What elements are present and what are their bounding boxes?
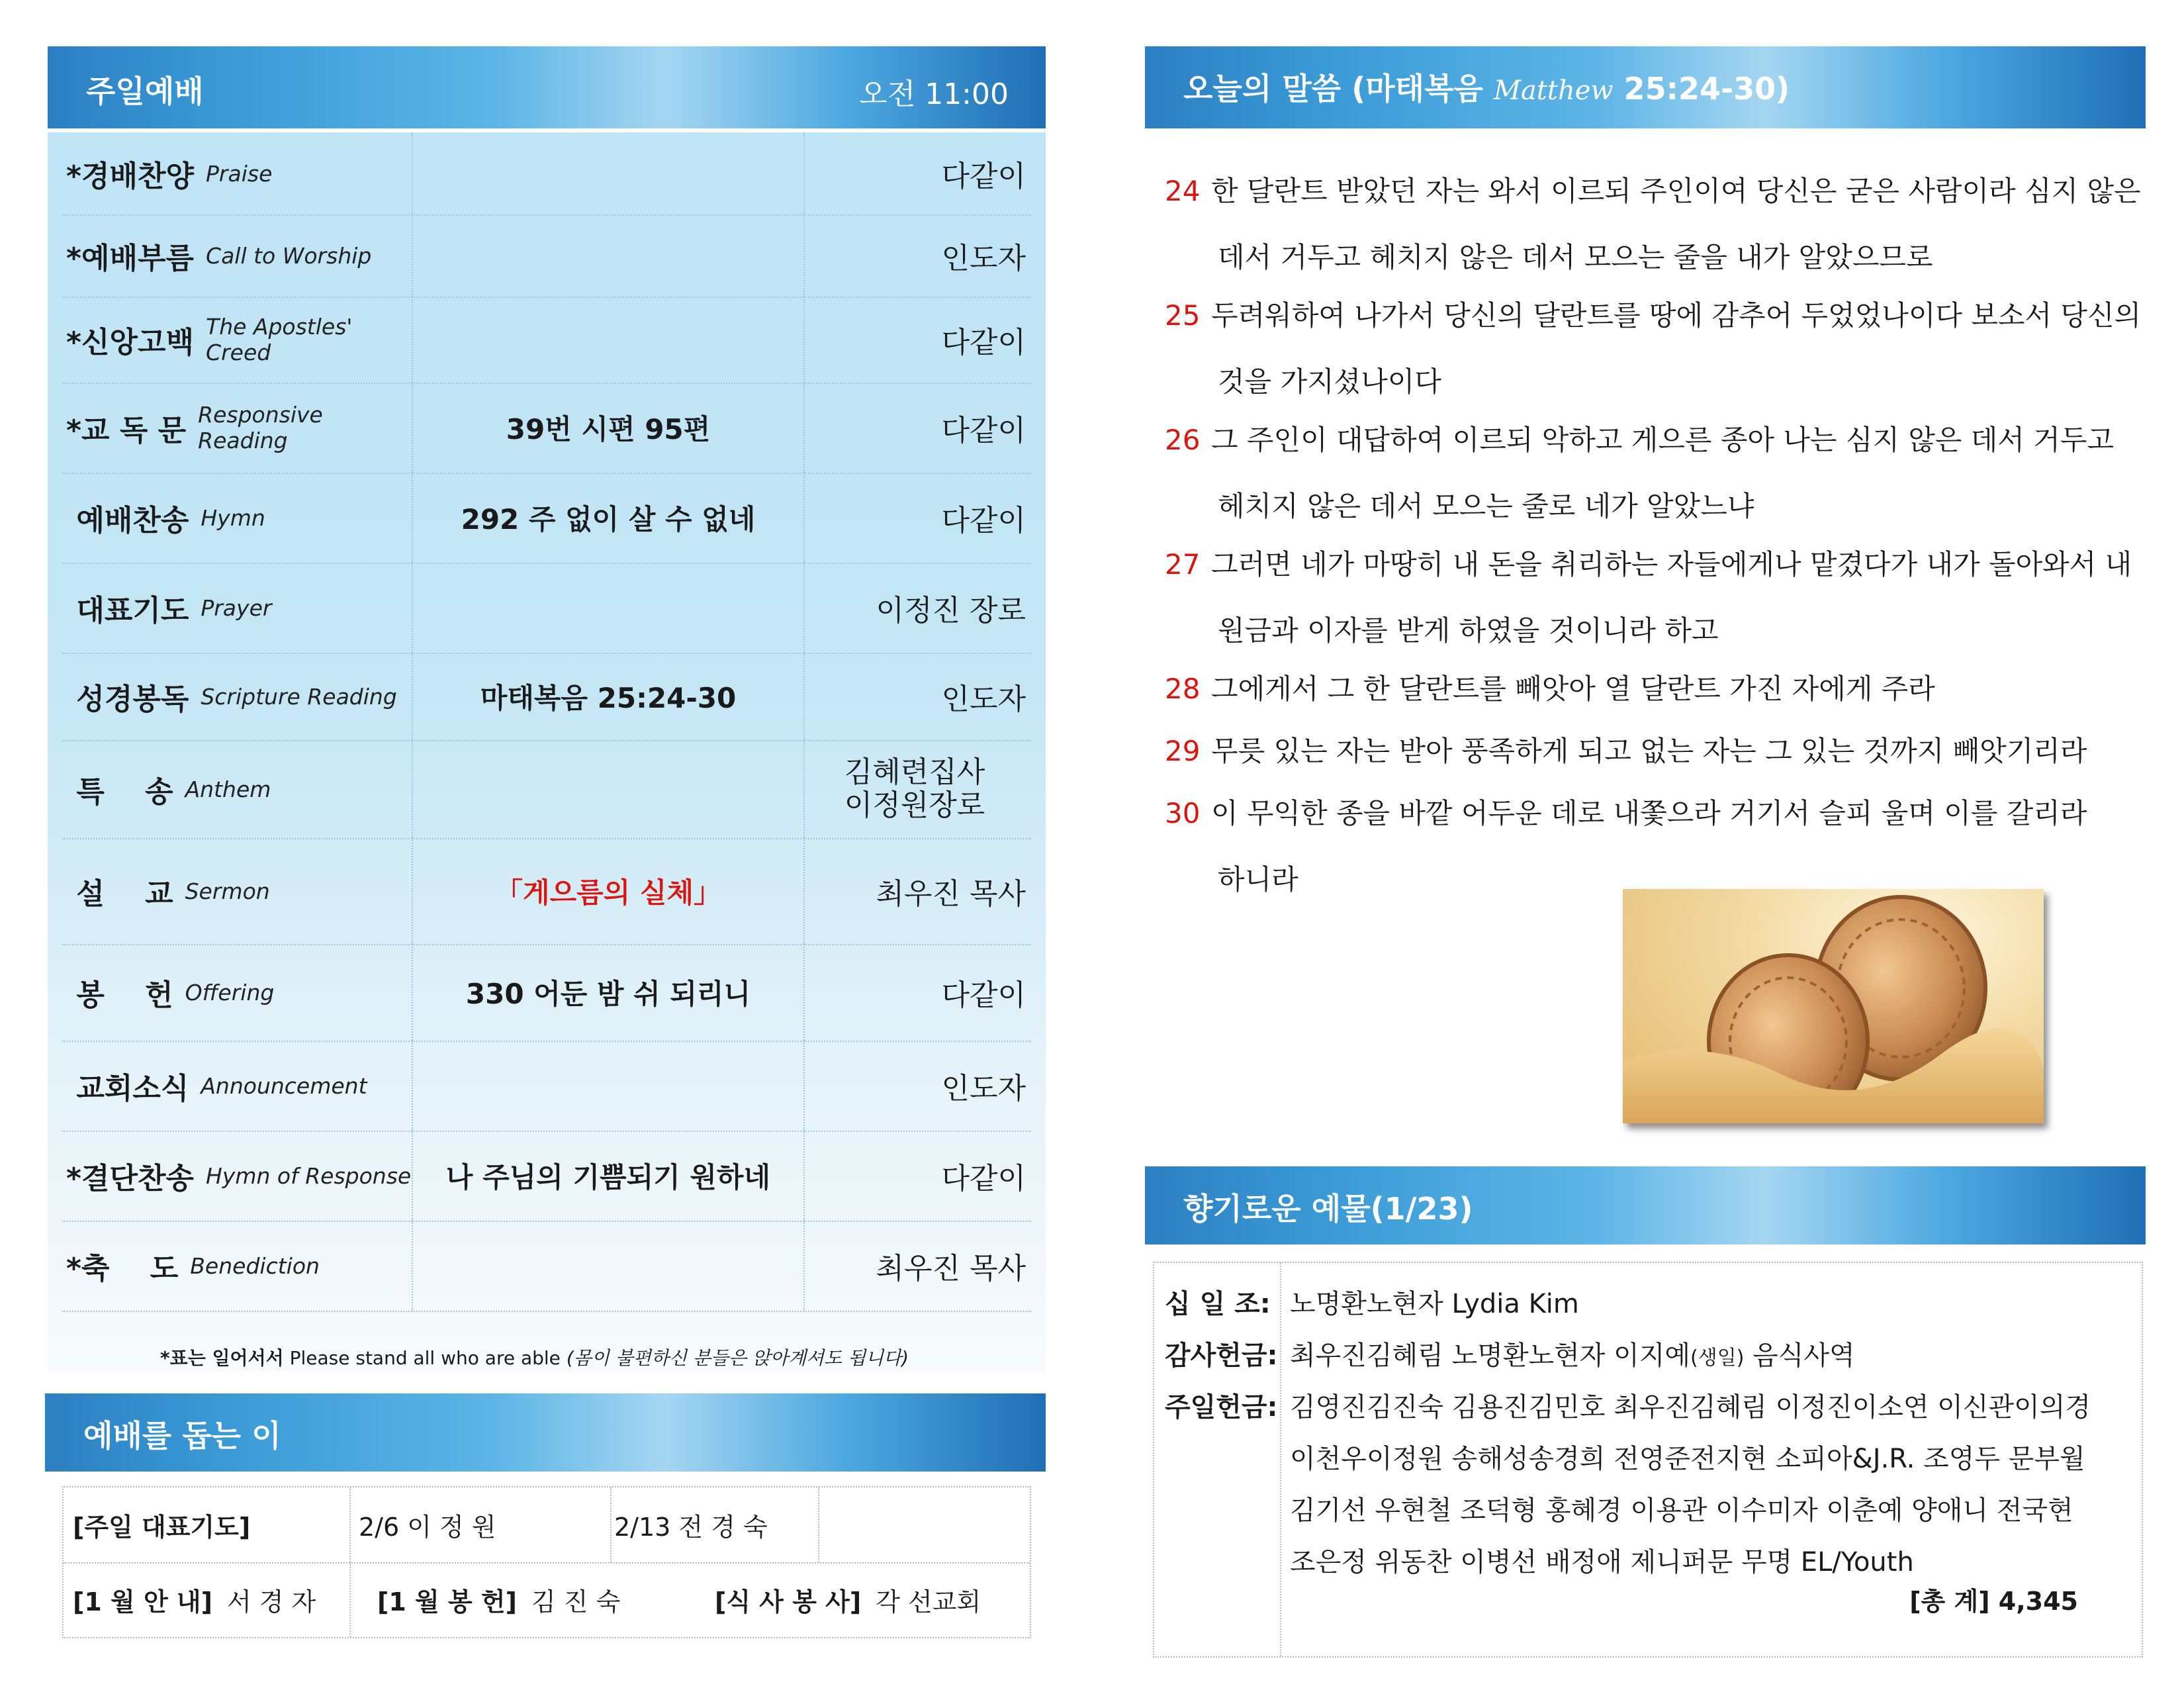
order-content <box>413 740 805 838</box>
order-name: 성경봉독 <box>66 682 189 716</box>
verse-number: 26 <box>1165 424 1201 456</box>
order-name-en: Sermon <box>185 878 270 904</box>
helpers-banner <box>45 1393 1046 1472</box>
prayer-label: [주일 대표기도] <box>73 1513 251 1542</box>
sunday-names: 조은정 위동찬 이병선 배정애 제니퍼문 무명 EL/Youth <box>1290 1547 1914 1577</box>
order-content <box>413 132 805 214</box>
order-row <box>62 1221 1031 1312</box>
worship-title: 주일예배 <box>86 73 204 109</box>
order-name-en: Benediction <box>190 1252 320 1279</box>
order-leader-line: 김혜련집사 <box>844 755 985 789</box>
order-name-en: Responsive Reading <box>198 402 323 453</box>
order-name-en: Call to Worship <box>206 242 372 269</box>
order-leader: 다같이 <box>941 160 1026 193</box>
order-row <box>62 297 1031 384</box>
verse-text: 하니라 <box>1218 863 1298 896</box>
coins-image <box>1623 889 2044 1123</box>
verse-text: 데서 거두고 헤치지 않은 데서 모으는 줄을 내가 알았으므로 <box>1218 241 1933 273</box>
order-name-en: Anthem <box>185 776 271 802</box>
scripture-title <box>1183 65 1790 109</box>
order-leader: 인도자 <box>941 1072 1026 1105</box>
order-name-en: Hymn of Response <box>206 1162 412 1189</box>
order-leader: 다같이 <box>941 978 1026 1012</box>
verse-text: 원금과 이자를 받게 하였을 것이니라 하고 <box>1218 614 1719 647</box>
offering-table <box>1153 1262 2143 1658</box>
order-content: 292 주 없이 살 수 없네 <box>413 473 805 563</box>
tithe-names: 노명환노현자 Lydia Kim <box>1290 1289 1579 1319</box>
scripture-title-ref: 25:24-30) <box>1613 71 1790 107</box>
verse-text: 그러면 네가 마땅히 내 돈을 취리하는 자들에게나 맡겼다가 내가 돌아와서 내 <box>1211 548 2132 581</box>
order-name: *결단찬송 <box>66 1162 195 1196</box>
prayer-assignment: 2/6 이 정 원 <box>359 1513 496 1542</box>
verse-text: 그에게서 그 한 달란트를 빼앗아 열 달란트 가진 자에게 주라 <box>1211 673 1935 705</box>
order-row <box>62 944 1031 1042</box>
sunday-label: 주일헌금: <box>1165 1392 1278 1423</box>
verse-text: 이 무익한 종을 바깥 어두운 데로 내쫓으라 거기서 슬피 울며 이를 갈리라 <box>1211 797 2087 829</box>
sunday-names: 김기선 우현철 조덕형 홍혜경 이용관 이수미자 이춘예 양애니 전국현 <box>1290 1495 2073 1526</box>
order-content <box>413 1221 805 1311</box>
order-name-en: Praise <box>206 160 273 187</box>
verse-text: 헤치지 않은 데서 모으는 줄로 네가 알았느냐 <box>1218 490 1754 522</box>
verse-number: 27 <box>1165 548 1201 581</box>
order-row <box>62 1131 1031 1222</box>
helpers-table <box>62 1486 1031 1638</box>
order-name: 특 송 <box>66 775 173 809</box>
order-content: 마태복음 25:24-30 <box>413 653 805 740</box>
order-name: *예배부름 <box>66 242 195 275</box>
verse-text: 그 주인이 대답하여 이르되 악하고 게으른 종아 나는 심지 않은 데서 거두고 <box>1211 424 2115 456</box>
order-content <box>413 297 805 383</box>
order-content <box>413 563 805 653</box>
offering-duty-label: [1 월 봉 헌] <box>377 1587 517 1617</box>
order-leader: 다같이 <box>941 414 1026 447</box>
verse-number: 29 <box>1165 735 1201 767</box>
order-row <box>62 1041 1031 1132</box>
order-name: 봉 헌 <box>66 978 173 1012</box>
order-name: *신앙고백 <box>66 326 195 359</box>
tithe-label: 십 일 조: <box>1165 1289 1271 1319</box>
order-name-en: The Apostles' Creed <box>206 314 353 365</box>
order-name-en: Offering <box>185 979 275 1006</box>
meal-label: [식 사 봉 사] <box>715 1587 862 1617</box>
sunday-names: 김영진김진숙 김용진김민호 최우진김혜림 이정진이소연 이신관이의경 <box>1290 1392 2091 1423</box>
order-content: 330 어둔 밤 쉬 되리니 <box>413 944 805 1041</box>
verse-text: 두려워하여 나가서 당신의 달란트를 땅에 감추어 두었었나이다 보소서 당신의 <box>1211 299 2142 332</box>
worship-order-table <box>48 132 1046 1372</box>
coins-illustration <box>1623 889 2044 1123</box>
order-leader: 최우진 목사 <box>876 1252 1026 1286</box>
order-content <box>413 214 805 297</box>
guide-label: [1 월 안 내] <box>73 1587 212 1617</box>
worship-banner <box>48 46 1046 128</box>
order-name: *교 독 문 <box>66 414 187 447</box>
order-leader: 인도자 <box>941 682 1026 716</box>
order-leader-line: 이정원장로 <box>844 788 985 822</box>
thanks-label: 감사헌금: <box>1165 1340 1278 1371</box>
thanks-names-main: 최우진김혜림 노명환노현자 이지예 <box>1290 1340 1691 1371</box>
scripture-title-en: Matthew <box>1494 75 1614 106</box>
verse-number: 24 <box>1165 175 1201 207</box>
order-leader: 다같이 <box>941 326 1026 359</box>
order-name: *축 도 <box>66 1252 179 1286</box>
thanks-names <box>1290 1335 1855 1372</box>
order-row <box>62 383 1031 474</box>
guide-name: 서 경 자 <box>227 1587 316 1617</box>
order-leader: 다같이 <box>941 504 1026 538</box>
order-content <box>413 1041 805 1131</box>
stand-note-italic: (몸이 불편하신 분들은 앉아계셔도 됩니다) <box>566 1347 909 1369</box>
order-name: 설 교 <box>66 877 173 911</box>
order-name: 교회소식 <box>66 1072 189 1105</box>
verse-number: 28 <box>1165 673 1201 705</box>
verse-number: 25 <box>1165 299 1201 332</box>
verse-text: 한 달란트 받았던 자는 와서 이르되 주인이여 당신은 굳은 사람이라 심지 않은 <box>1211 175 2141 207</box>
order-name: *경배찬양 <box>66 160 195 193</box>
offerings-title: 향기로운 예물(1/23) <box>1183 1191 1473 1227</box>
verse-text: 무릇 있는 자는 받아 풍족하게 되고 없는 자는 그 있는 것까지 빼앗기리라 <box>1211 735 2087 767</box>
order-name-en: Prayer <box>201 594 272 621</box>
stand-note-bold: *표는 일어서서 <box>160 1347 284 1369</box>
helpers-title: 예배를 돕는 이 <box>83 1418 281 1454</box>
order-name-en: Hymn <box>201 504 265 531</box>
verse-text: 것을 가지셨나이다 <box>1218 365 1441 398</box>
offering-duty-name: 김 진 숙 <box>531 1587 621 1617</box>
order-content: 39번 시편 95편 <box>413 383 805 473</box>
offering-total: [총 계] 4,345 <box>1909 1587 2078 1616</box>
sunday-names: 이천우이정원 송해성송경희 전영준전지현 소피아&J.R. 조영두 문부월 <box>1290 1444 2085 1474</box>
order-row <box>62 740 1031 839</box>
worship-time: 오전 11:00 <box>859 77 1009 111</box>
order-name: 예배찬송 <box>66 504 189 538</box>
order-leader: 최우진 목사 <box>876 877 1026 911</box>
order-row <box>62 563 1031 654</box>
order-leader: 인도자 <box>941 242 1026 275</box>
order-name-en: Scripture Reading <box>201 683 397 710</box>
stand-note-en: Please stand all who are able <box>283 1347 567 1369</box>
meal-name: 각 선교회 <box>876 1587 981 1617</box>
prayer-assignment: 2/13 전 경 숙 <box>614 1513 768 1542</box>
order-row <box>62 653 1031 741</box>
order-leader <box>803 740 1031 838</box>
helpers-row <box>64 1562 1030 1637</box>
order-name: 대표기도 <box>66 594 189 628</box>
order-row <box>62 214 1031 298</box>
sermon-title: 「게으름의 실체」 <box>413 838 805 944</box>
order-row <box>62 132 1031 216</box>
thanks-names-tail: 음식사역 <box>1744 1340 1855 1371</box>
helpers-row <box>64 1487 1030 1564</box>
order-row <box>62 473 1031 564</box>
order-leader: 이정진 장로 <box>876 594 1026 628</box>
verse-number: 30 <box>1165 797 1201 829</box>
order-leader: 다같이 <box>941 1162 1026 1196</box>
scripture-banner <box>1145 46 2146 128</box>
order-row <box>62 838 1031 945</box>
stand-note <box>160 1344 909 1370</box>
order-content: 나 주님의 기쁨되기 원하네 <box>413 1131 805 1221</box>
offerings-banner <box>1145 1166 2146 1244</box>
thanks-note: (생일) <box>1690 1346 1745 1370</box>
scripture-title-ko: 오늘의 말씀 (마태복음 <box>1183 71 1494 107</box>
order-name-en: Announcement <box>201 1072 367 1099</box>
